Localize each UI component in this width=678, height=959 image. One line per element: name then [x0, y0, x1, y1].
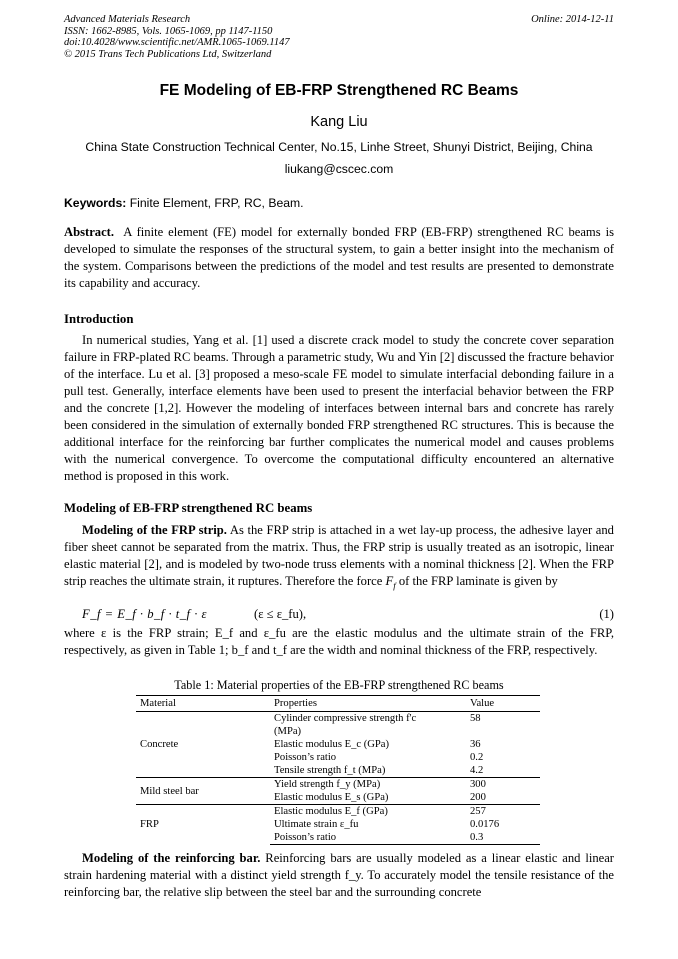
frp-strip-paragraph [64, 522, 614, 595]
issn-line: ISSN: 1662-8985, Vols. 1065-1069, pp 1147-1150 [64, 25, 273, 37]
value-cell: 300 [466, 778, 540, 792]
table-caption: Table 1: Material properties of the EB-FRP strengthened RC beams [174, 678, 504, 692]
property-cell: Elastic modulus E_s (GPa) [274, 792, 389, 803]
material-cell: Concrete [136, 712, 270, 778]
property-cell: Elastic modulus E_f (GPa) [270, 805, 466, 819]
reinforcing-bar-text: Reinforcing bars are usually modeled as a linear elastic and linear strain hardening material with a distinct yield strength f_y. To accurately model the tensile resistance of the reinforcing bar, the relative slip between the steel bar and the surrounding concrete [64, 851, 614, 899]
header-value: Value [466, 696, 540, 712]
material-cell: FRP [136, 805, 270, 845]
value-cell [466, 725, 540, 738]
author-email: liukang@cscec.com [284, 162, 394, 176]
header-material: Material [136, 696, 270, 712]
equation-1 [64, 607, 614, 625]
value-cell: 0.3 [466, 831, 540, 845]
table-row [136, 778, 540, 792]
property-cell: Tensile strength f_t (MPa) [274, 765, 386, 776]
doi-line: doi:10.4028/www.scientific.net/AMR.1065-1069.1147 [64, 37, 290, 48]
introduction-paragraph: In numerical studies, Yang et al. [1] used a discrete crack model to study the concrete cover separation failure in FRP-plated RC beams. Through a parametric study, Wu and Yin [2] discussed the fracture behavior of the interface. Lu et al. [3] proposed a meso-scale FE model to simulate interfacial debonding failure in a pull test. Generally, interface elements have been used to present the interfacial behavior between the FRP and the concrete [1,2]. However the modeling of interfaces between internal bars and concrete has rarely been considered in the simulation of externally bonded FRP strengthened RC structures. This is because the additional interface for the reinforcing bar further complicates the numerical model and causes problems with the numerical convergence. To overcome the computational difficulty encountered an alternative method is proposed in this work. [64, 333, 614, 483]
value-cell: 0.2 [470, 752, 484, 763]
equation-explanation: where ε is the FRP strain; E_f and ε_fu are the elastic modulus and the ultimate strain of the FRP, respectively, as given in Table 1; b_f and t_f are the width and nominal thickness of the FRP, respectively. [64, 626, 614, 657]
journal-name: Advanced Materials Research [64, 14, 191, 25]
value-cell: 0.0176 [470, 819, 500, 830]
property-cell: Cylinder compressive strength f'c [270, 712, 466, 726]
table-row [136, 712, 540, 726]
property-cell: Poisson’s ratio [274, 752, 337, 763]
abstract-label: Abstract. [64, 225, 115, 239]
online-date: Online: 2014-12-11 [531, 14, 614, 25]
value-cell: 200 [470, 792, 486, 803]
equation-condition: (ε ≤ ε_fu), [254, 607, 307, 621]
property-cell: Elastic modulus E_c (GPa) [274, 739, 390, 750]
table-header-row [136, 696, 540, 712]
author-name: Kang Liu [310, 114, 368, 130]
table-row [136, 805, 540, 819]
equation-number: (1) [599, 607, 614, 621]
affiliation: China State Construction Technical Center, No.15, Linhe Street, Shunyi District, Beijing, China [85, 140, 593, 154]
frp-strip-tail: of the FRP laminate is given by [398, 574, 558, 588]
material-properties-table [136, 695, 540, 845]
material-cell: Mild steel bar [136, 778, 270, 805]
frp-strip-text: As the FRP strip is attached in a wet lay-up process, the adhesive layer and fiber sheet cannot be separated from the matrix. Thus, the FRP strip is usually treated as an isotropic, linear elastic material [2], and is modeled by two-node truss elements with a nominal thickness [2]. When the FRP strip reaches the ultimate strain, it ruptures. Therefore the force [64, 523, 614, 588]
property-cell: (MPa) [274, 726, 302, 737]
value-cell: 36 [470, 739, 481, 750]
reinforcing-bar-label: Modeling of the reinforcing bar. [82, 851, 261, 865]
property-cell: Poisson’s ratio [270, 831, 466, 845]
paper-title: FE Modeling of EB-FRP Strengthened RC Beams [159, 82, 519, 99]
keywords-label: Keywords: [64, 196, 127, 210]
copyright-line: © 2015 Trans Tech Publications Ltd, Switzerland [64, 48, 272, 60]
abstract [64, 224, 614, 292]
value-cell: 58 [466, 712, 540, 726]
section-heading-introduction: Introduction [64, 312, 134, 326]
header-properties: Properties [270, 696, 466, 712]
keywords [64, 196, 304, 210]
equation-body: F_f = E_f · b_f · t_f · ε [82, 607, 207, 621]
property-cell: Yield strength f_y (MPa) [270, 778, 466, 792]
reinforcing-bar-paragraph [64, 850, 614, 901]
section-heading-modeling: Modeling of EB-FRP strengthened RC beams [64, 501, 313, 515]
journal-header [64, 14, 290, 60]
frp-strip-label: Modeling of the FRP strip. [82, 523, 227, 537]
value-cell: 257 [466, 805, 540, 819]
keywords-text: Finite Element, FRP, RC, Beam. [129, 196, 304, 210]
abstract-text: A finite element (FE) model for externally bonded FRP (EB-FRP) strengthened RC beams is developed to simulate the responses of the structural system, to gain a better insight into the mechanism of the system. Comparisons between the predictions of the model and test results are presented to demonstrate its capability and accuracy. [64, 225, 614, 290]
force-symbol: $F_f$ [385, 574, 396, 591]
value-cell: 4.2 [470, 765, 484, 776]
property-cell: Ultimate strain ε_fu [274, 819, 359, 830]
